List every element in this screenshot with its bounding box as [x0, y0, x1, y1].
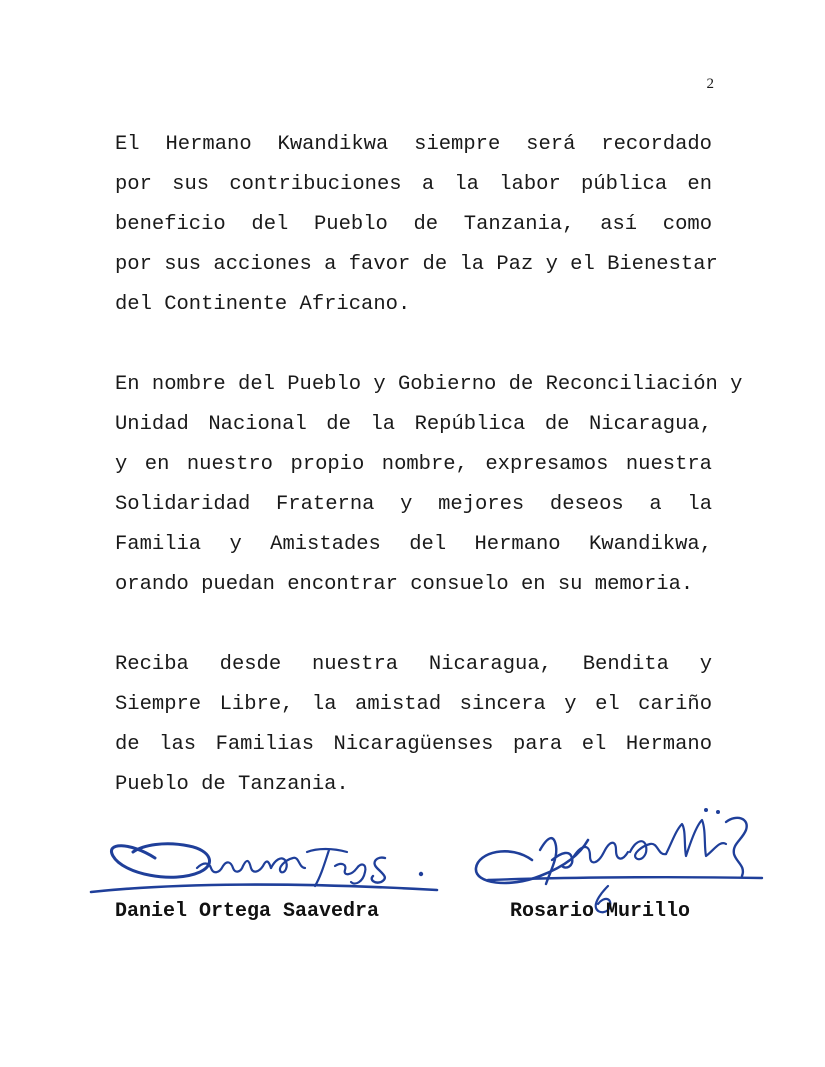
paragraph-line: El Hermano Kwandikwa siempre será recordado	[115, 133, 712, 156]
paragraph-line: y en nuestro propio nombre, expresamos nuestra	[115, 453, 712, 476]
paragraph-line: Familia y Amistades del Hermano Kwandikwa,	[115, 533, 712, 556]
paragraph-line: Solidaridad Fraterna y mejores deseos a la	[115, 493, 712, 516]
paragraph-line: beneficio del Pueblo de Tanzania, así como	[115, 213, 712, 236]
paragraph-line: Siempre Libre, la amistad sincera y el cariño	[115, 693, 712, 716]
signature-daniel-ortega	[85, 822, 445, 912]
page-number: 2	[706, 76, 714, 92]
paragraph-line: orando puedan encontrar consuelo en su memoria.	[115, 573, 694, 596]
paragraph-line: En nombre del Pueblo y Gobierno de Reconciliación y	[115, 373, 743, 396]
signature-ink	[91, 844, 437, 892]
paragraph-line: de las Familias Nicaragüenses para el Hermano	[115, 733, 712, 756]
paragraph-condolences	[115, 365, 743, 605]
paragraph-line: Unidad Nacional de la República de Nicaragua,	[115, 413, 712, 436]
signature-ink	[476, 808, 762, 912]
paragraph-line: por sus acciones a favor de la Paz y el Bienestar	[115, 253, 718, 276]
paragraph-tribute	[115, 125, 718, 325]
paragraph-line: por sus contribuciones a la labor pública en	[115, 173, 712, 196]
paragraph-line: del Continente Africano.	[115, 293, 411, 316]
signer-name: Daniel Ortega Saavedra	[115, 900, 380, 923]
signer-name: Rosario Murillo	[510, 900, 691, 923]
paragraph-greetings	[115, 645, 712, 805]
paragraph-line: Reciba desde nuestra Nicaragua, Bendita y	[115, 653, 712, 676]
paragraph-line: Pueblo de Tanzania.	[115, 773, 349, 796]
